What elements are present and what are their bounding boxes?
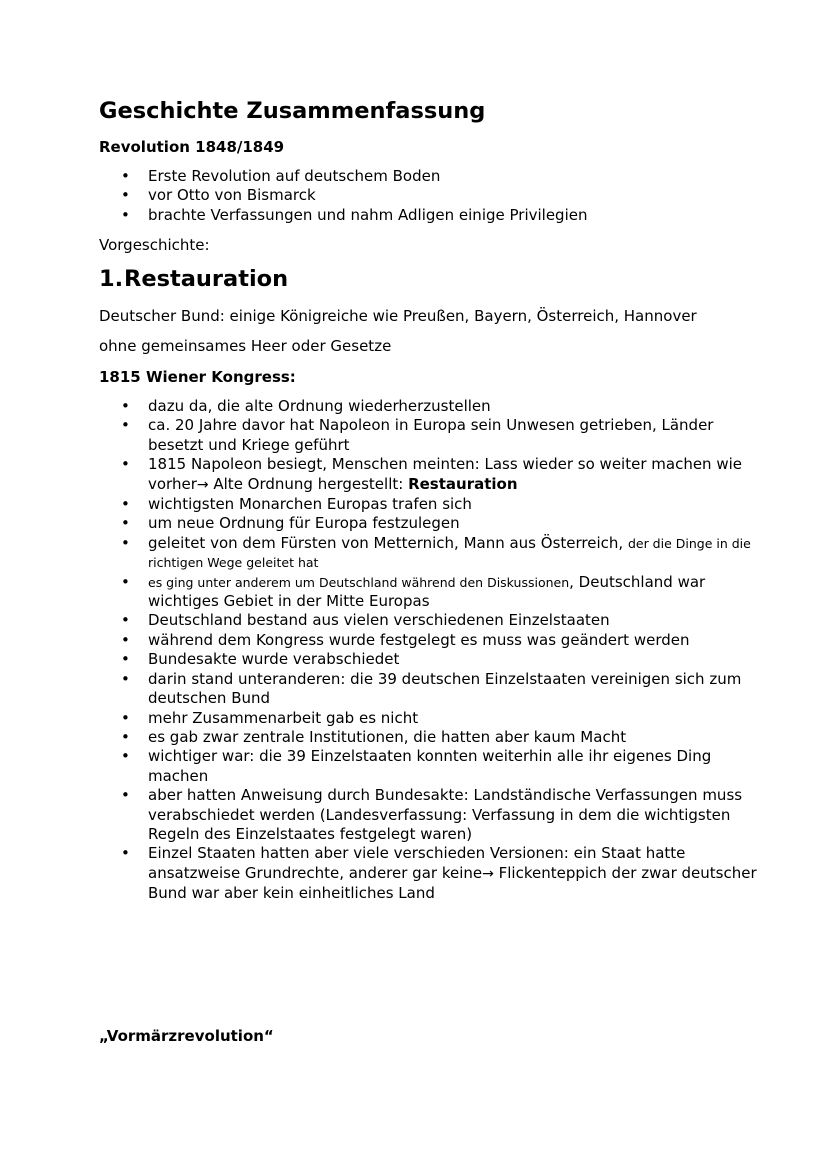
list-item: • aber hatten Anweisung durch Bundesakte: Landständische Verfassungen muss verabschiedet werden (Landesverfassung: Verfassung in dem die wichtigsten Regeln des Einzelstaates festgelegt waren) (121, 786, 743, 843)
list-item: • brachte Verfassungen und nahm Adligen einige Privilegien (121, 205, 588, 224)
list-item: • Bundesakte wurde verabschiedet (121, 650, 400, 669)
paragraph-deutscher-bund: Deutscher Bund: einige Königreiche wie Preußen, Bayern, Österreich, Hannover (99, 307, 697, 325)
list-item: • wichtiger war: die 39 Einzelstaaten konnten weiterhin alle ihr eigenes Ding machen (121, 747, 712, 785)
bullet-icon: • (121, 786, 130, 805)
vorgeschichte-label: Vorgeschichte: (99, 236, 210, 254)
bullet-icon: • (121, 747, 130, 766)
bullet-icon: • (121, 727, 130, 746)
document-title: Geschichte Zusammenfassung (99, 98, 486, 124)
list-item: • geleitet von dem Fürsten von Metternich, Mann aus Österreich, der die Dinge in die richtigen Wege geleitet hat (121, 533, 751, 571)
heading-text: Restauration (124, 266, 289, 292)
bullet-icon: • (121, 708, 130, 727)
bullet-icon: • (121, 205, 130, 224)
section-heading-wiener-kongress: 1815 Wiener Kongress: (99, 368, 296, 386)
bullet-icon: • (121, 669, 130, 688)
list-item: • Erste Revolution auf deutschem Boden (121, 167, 441, 185)
kongress-bullet-list (0, 397, 828, 904)
list-item: • mehr Zusammenarbeit gab es nicht (121, 708, 419, 727)
list-item: • ca. 20 Jahre davor hat Napoleon in Europa sein Unwesen getrieben, Länder besetzt und Kriege geführt (121, 416, 714, 454)
list-item: • vor Otto von Bismarck (121, 186, 316, 205)
bullet-icon: • (121, 630, 130, 649)
section-heading-vormaerz: „Vormärzrevolution“ (99, 1027, 274, 1045)
bullet-icon: • (121, 650, 130, 669)
list-item: • darin stand unteranderen: die 39 deutschen Einzelstaaten vereinigen sich zum deutschen Bund (121, 669, 742, 708)
paragraph-heer-gesetze: ohne gemeinsames Heer oder Gesetze (99, 337, 392, 355)
list-item: • Deutschland bestand aus vielen verschiedenen Einzelstaaten (121, 611, 610, 630)
bullet-icon: • (121, 611, 130, 630)
arrow-icon: → (196, 476, 209, 493)
bullet-icon: • (121, 167, 130, 185)
bullet-icon: • (121, 455, 130, 474)
bullet-icon: • (121, 844, 130, 863)
list-item: • während dem Kongress wurde festgelegt es muss was geändert werden (121, 630, 690, 649)
bullet-icon: • (121, 416, 130, 435)
section-heading-revolution: Revolution 1848/1849 (99, 138, 285, 156)
heading-restauration (99, 264, 288, 294)
bullet-icon: • (121, 397, 130, 415)
list-item: • wichtigsten Monarchen Europas trafen sich (121, 495, 472, 514)
list-item: • 1815 Napoleon besiegt, Menschen meinten: Lass wieder so weiter machen wie vorher→ Alte Ordnung hergestellt: Restauration (121, 455, 742, 493)
list-item: • es gab zwar zentrale Institutionen, die hatten aber kaum Macht (121, 727, 627, 746)
list-item: • es ging unter anderem um Deutschland während den Diskussionen, Deutschland war wichtiges Gebiet in der Mitte Europas (121, 572, 706, 611)
revolution-bullet-list (0, 167, 828, 225)
heading-number: 1. (99, 266, 124, 292)
bullet-icon: • (121, 495, 130, 514)
list-item: • dazu da, die alte Ordnung wiederherzustellen (121, 397, 491, 415)
bullet-icon: • (121, 186, 130, 205)
bullet-icon: • (121, 572, 130, 591)
arrow-icon: → (482, 865, 494, 882)
emphasis-restauration: Restauration (408, 474, 518, 493)
bullet-icon: • (121, 514, 130, 533)
list-item: • um neue Ordnung für Europa festzulegen (121, 514, 460, 533)
list-item: • Einzel Staaten hatten aber viele verschieden Versionen: ein Staat hatte ansatzweise Grundrechte, anderer gar keine→ Flickenteppich der zwar deutscher Bund war aber kein einheitliches Land (121, 844, 757, 903)
bullet-icon: • (121, 533, 130, 552)
